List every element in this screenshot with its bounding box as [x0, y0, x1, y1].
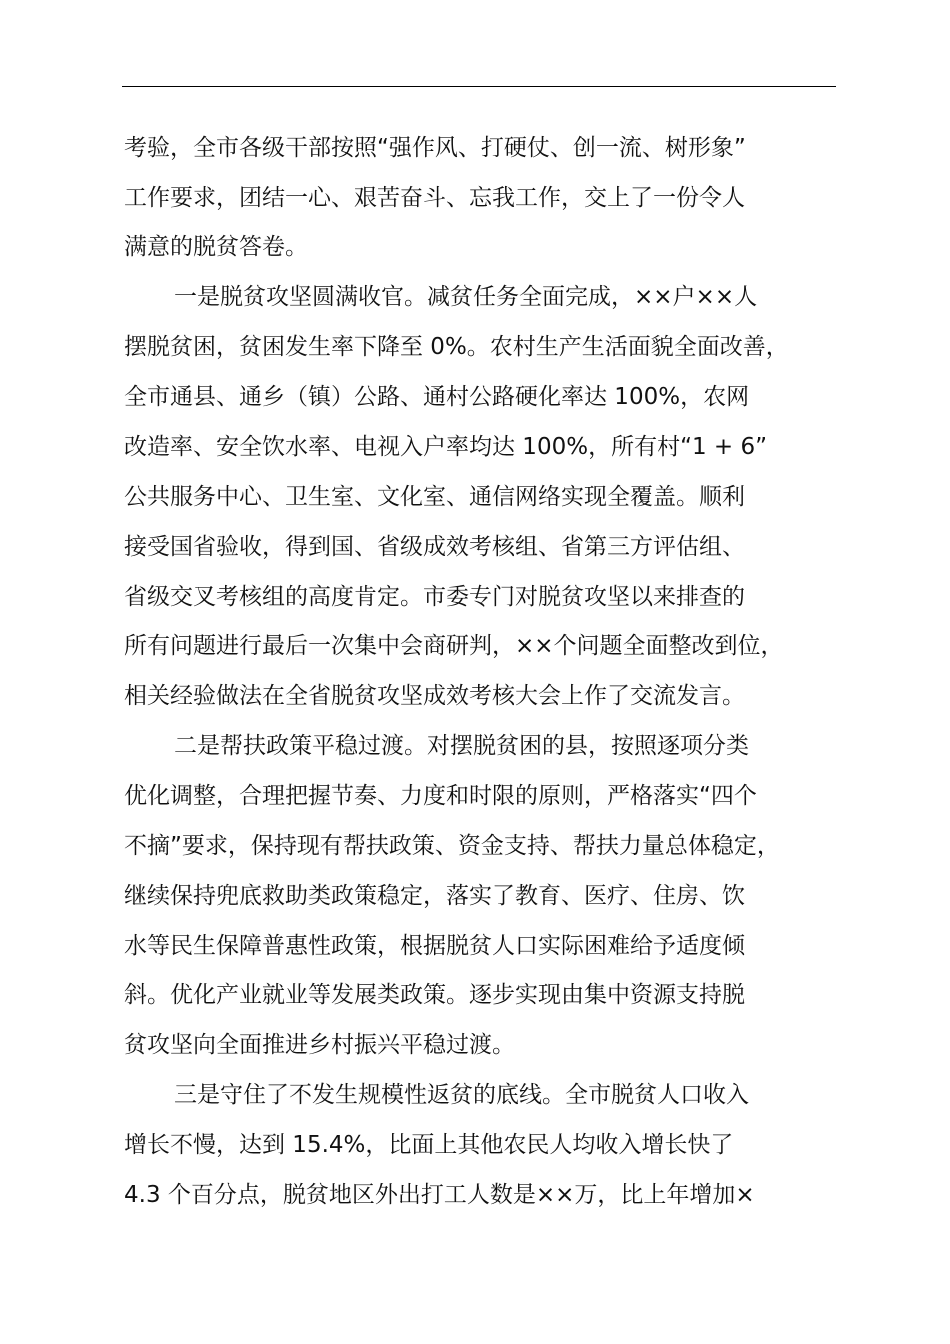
- text-line: 省级交叉考核组的高度肯定。市委专门对脱贫攻坚以来排查的: [124, 584, 745, 610]
- header-rule: [122, 86, 836, 87]
- text-line: 全市通县、通乡（镇）公路、通村公路硬化率达 100%，农网: [124, 384, 750, 410]
- text-line: 考验，全市各级干部按照“强作风、打硬仗、创一流、树形象”: [124, 135, 746, 161]
- text-line: 贫攻坚向全面推进乡村振兴平稳过渡。: [124, 1032, 515, 1058]
- paragraph-1-heading-line: 一是脱贫攻坚圆满收官。减贫任务全面完成，××户××人: [174, 284, 758, 310]
- text-line: 相关经验做法在全省脱贫攻坚成效考核大会上作了交流发言。: [124, 683, 745, 709]
- text-line: 水等民生保障普惠性政策，根据脱贫人口实际困难给予适度倾: [124, 933, 745, 959]
- text-line: 接受国省验收，得到国、省级成效考核组、省第三方评估组、: [124, 534, 745, 560]
- text-line: 增长不慢，达到 15.4%，比面上其他农民人均收入增长快了: [124, 1132, 734, 1158]
- text-line: 工作要求，团结一心、艰苦奋斗、忘我工作，交上了一份令人: [124, 185, 745, 211]
- text-line: 4.3 个百分点，脱贫地区外出打工人数是××万，比上年增加×: [124, 1182, 755, 1208]
- text-line: 满意的脱贫答卷。: [124, 234, 308, 260]
- text-line: 改造率、安全饮水率、电视入户率均达 100%，所有村“1 + 6”: [124, 434, 768, 460]
- text-line: 斜。优化产业就业等发展类政策。逐步实现由集中资源支持脱: [124, 982, 745, 1008]
- paragraph-2-heading-line: 二是帮扶政策平稳过渡。对摆脱贫困的县，按照逐项分类: [174, 733, 749, 759]
- text-line: 所有问题进行最后一次集中会商研判，××个问题全面整改到位，: [124, 633, 784, 659]
- text-line: 公共服务中心、卫生室、文化室、通信网络实现全覆盖。顺利: [124, 484, 745, 510]
- text-line: 不摘”要求，保持现有帮扶政策、资金支持、帮扶力量总体稳定，: [124, 833, 780, 859]
- text-line: 优化调整，合理把握节奏、力度和时限的原则，严格落实“四个: [124, 783, 757, 809]
- paragraph-3-heading-line: 三是守住了不发生规模性返贫的底线。全市脱贫人口收入: [174, 1082, 749, 1108]
- text-line: 继续保持兜底救助类政策稳定，落实了教育、医疗、住房、饮: [124, 883, 745, 909]
- text-line: 摆脱贫困，贫困发生率下降至 0%。农村生产生活面貌全面改善，: [124, 334, 789, 360]
